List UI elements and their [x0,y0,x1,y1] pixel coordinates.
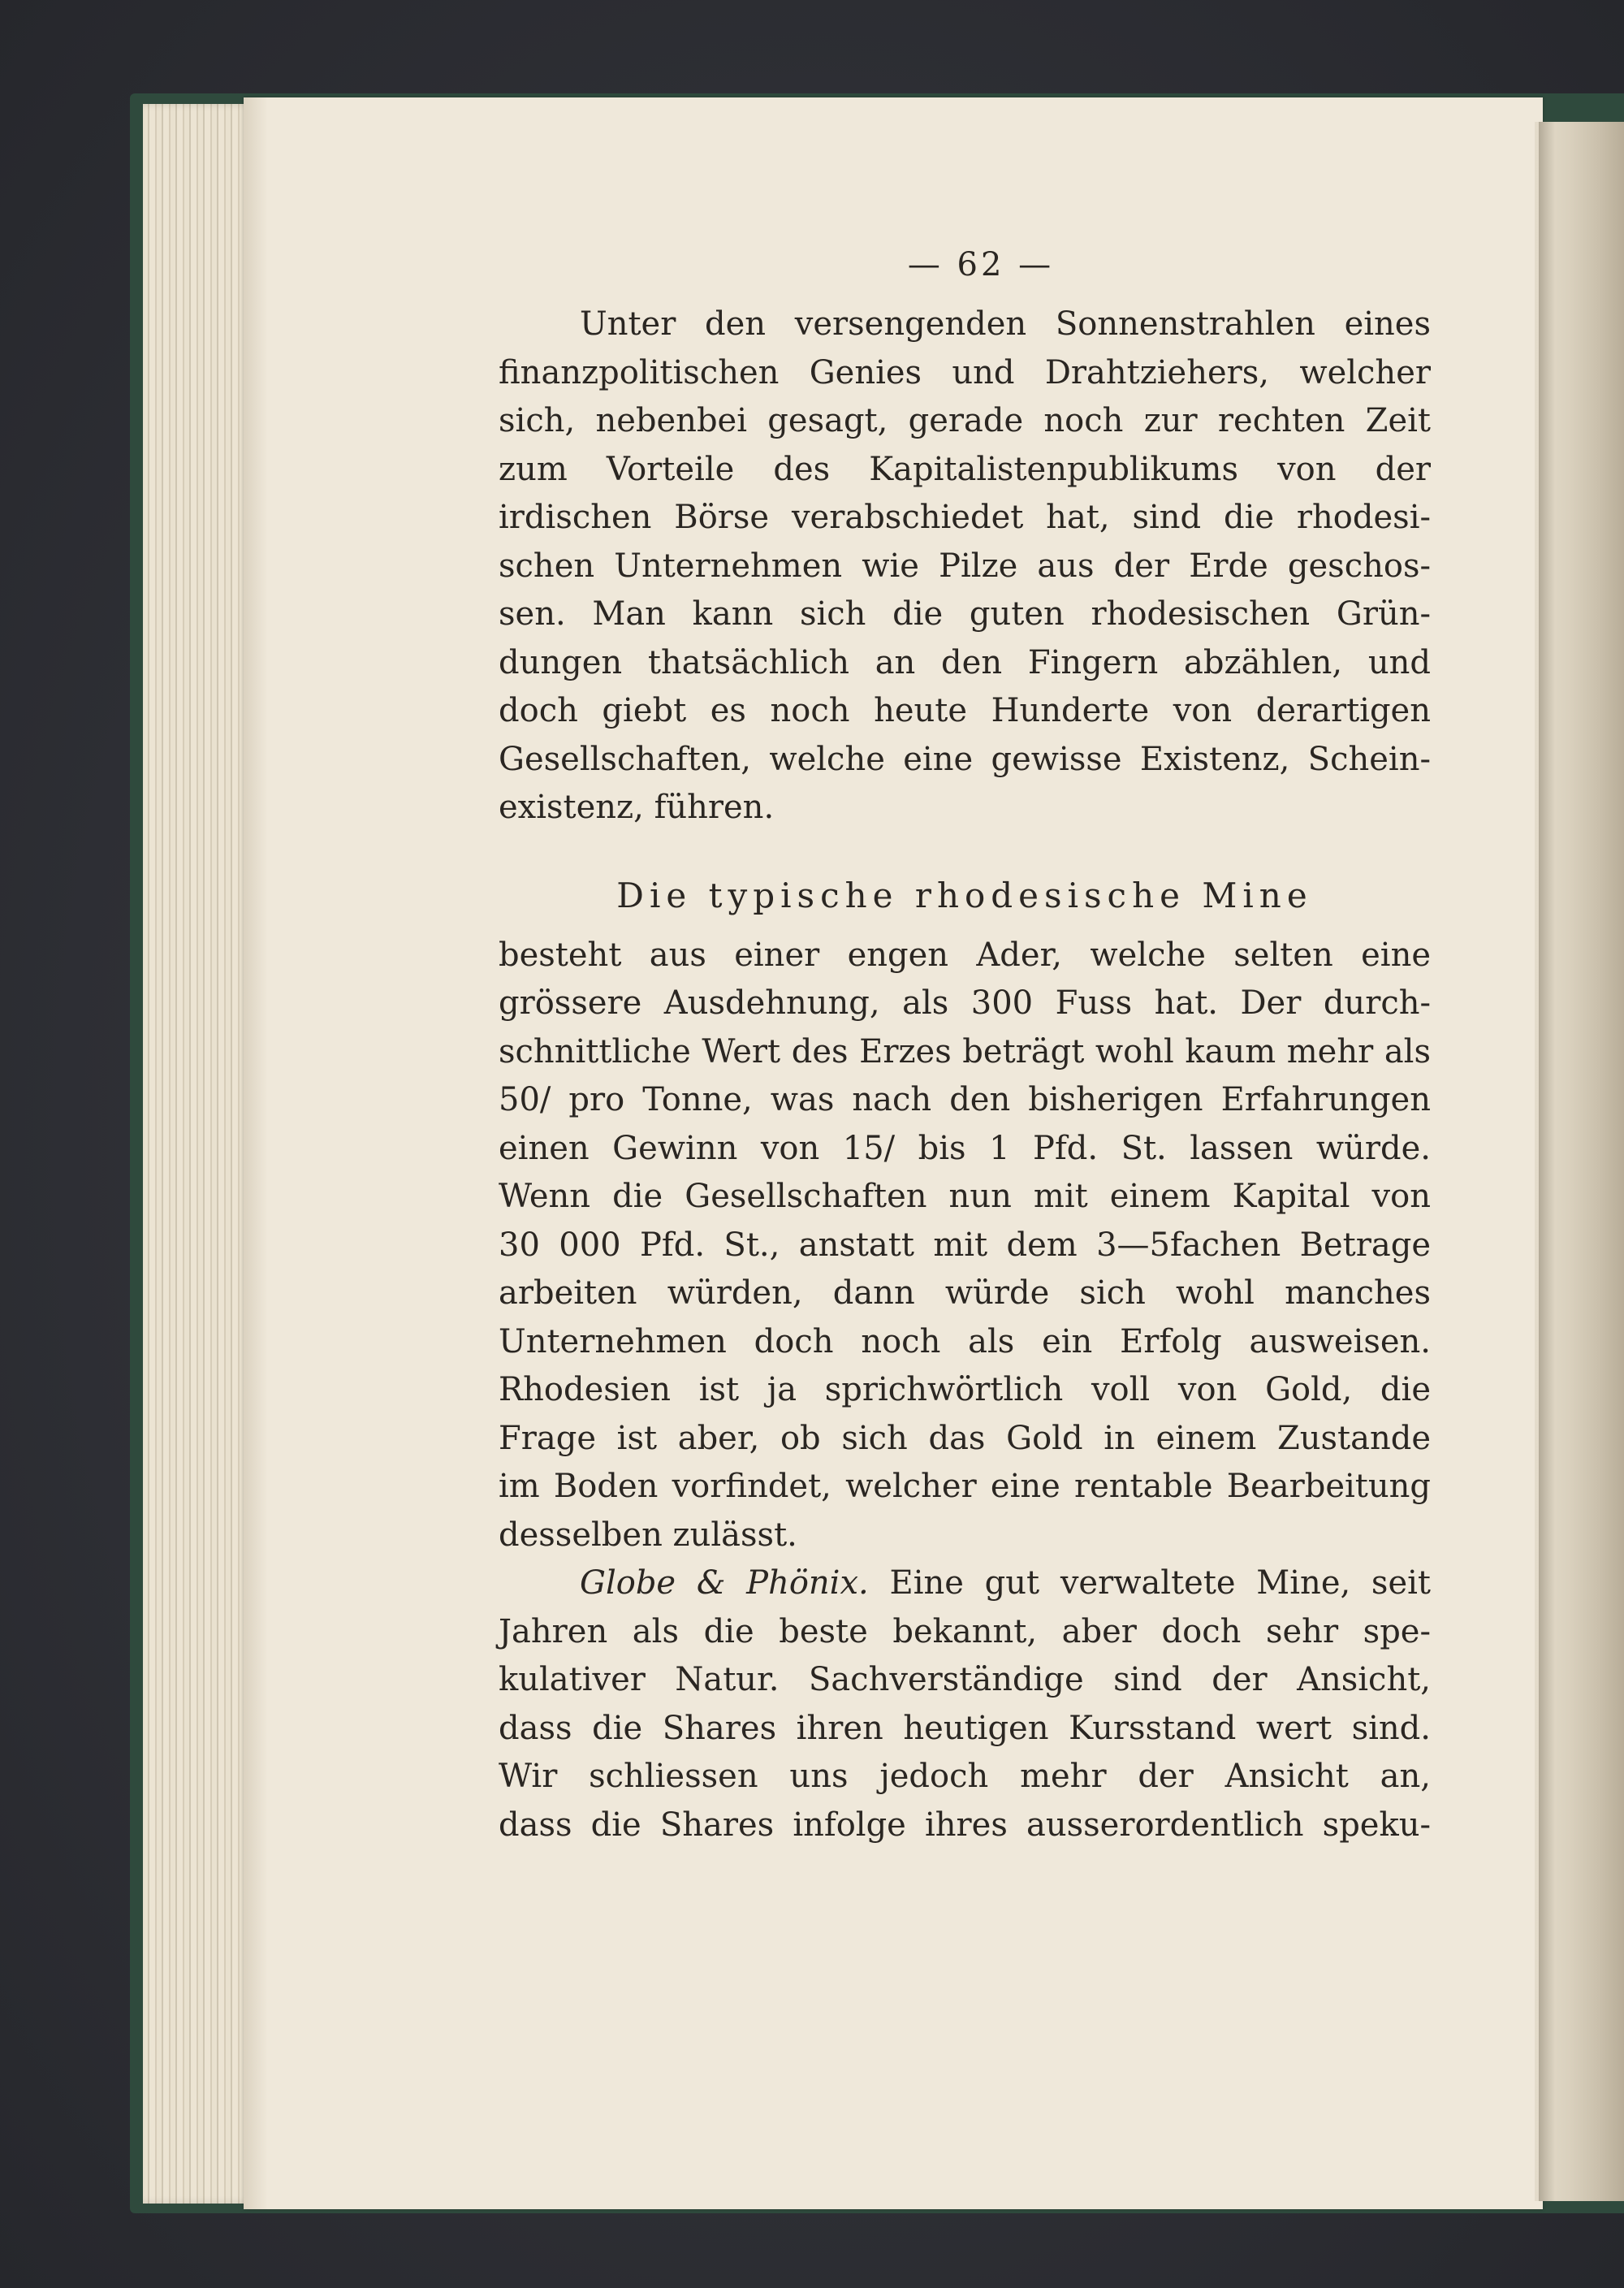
paragraph-2 [499,932,1431,1560]
text-line: Gesellschaften, welche eine gewisse Existenz, Schein- [499,740,1431,778]
text-line: schen Unternehmen wie Pilze aus der Erde geschos- [499,547,1431,585]
text-line: schnittliche Wert des Erzes beträgt wohl kaum mehr als [499,1032,1431,1070]
text-line: Jahren als die beste bekannt, aber doch sehr spe- [499,1612,1431,1650]
text-line: 50/ pro Tonne, was nach den bisherigen Erfahrungen [499,1081,1431,1118]
text-line: arbeiten würden, dann würde sich wohl manches [499,1274,1431,1312]
text-line: 30 000 Pfd. St., anstatt mit dem 3—5fachen Betrage [499,1226,1431,1264]
text-line: Rhodesien ist ja sprichwörtlich voll von Gold, die [499,1371,1431,1408]
text-line: desselben zulässt. [499,1516,797,1554]
gutter-shadow [1539,122,1555,2201]
text-line: Wenn die Gesellschaften nun mit einem Kapital von [499,1178,1431,1215]
section-heading: Die typische rhodesische Mine [616,875,1313,915]
italic-lead: Globe & Phönix. [580,1564,869,1602]
paragraph-1 [499,301,1431,833]
page-text [499,244,1431,1849]
text-line: grössere Ausdehnung, als 300 Fuss hat. Der durch- [499,984,1431,1022]
text-line: einen Gewinn von 15/ bis 1 Pfd. St. lassen würde. [499,1129,1431,1167]
text-line [499,1559,1431,1608]
text-line: doch giebt es noch heute Hunderte von derartigen [499,692,1431,729]
text-line: dungen thatsächlich an den Fingern abzählen, und [499,643,1431,681]
text-line: dass die Shares infolge ihres ausserordentlich speku- [499,1806,1431,1844]
paragraph-3 [499,1559,1431,1849]
text-line: irdischen Börse verabschiedet hat, sind die rhodesi- [499,499,1431,536]
lead-rest: Eine gut verwaltete Mine, seit [868,1564,1432,1602]
text-line: im Boden vorfindet, welcher eine rentable Bearbeitung [499,1468,1431,1505]
text-line: finanzpolitischen Genies und Drahtziehers, welcher [499,353,1431,391]
text-line: existenz, führen. [499,789,775,826]
text-line: zum Vorteile des Kapitalistenpublikums von der [499,450,1431,488]
text-line: dass die Shares ihren heutigen Kursstand wert sind. [499,1709,1431,1747]
text-line: Unternehmen doch noch als ein Erfolg ausweisen. [499,1322,1431,1360]
text-line: kulativer Natur. Sachverständige sind der Ansicht, [499,1661,1431,1698]
text-line: Frage ist aber, ob sich das Gold in einem Zustande [499,1419,1431,1457]
text-line: Unter den versengenden Sonnenstrahlen eines [580,305,1431,343]
text-line: Wir schliessen uns jedoch mehr der Ansicht an, [499,1758,1431,1795]
page-number: — 62 — [907,246,1055,283]
page-edges [143,104,257,2204]
text-line: besteht aus einer engen Ader, welche selten eine [499,936,1431,974]
text-line: sich, nebenbei gesagt, gerade noch zur rechten Zeit [499,402,1431,439]
text-line: sen. Man kann sich die guten rhodesischen Grün- [499,595,1431,633]
